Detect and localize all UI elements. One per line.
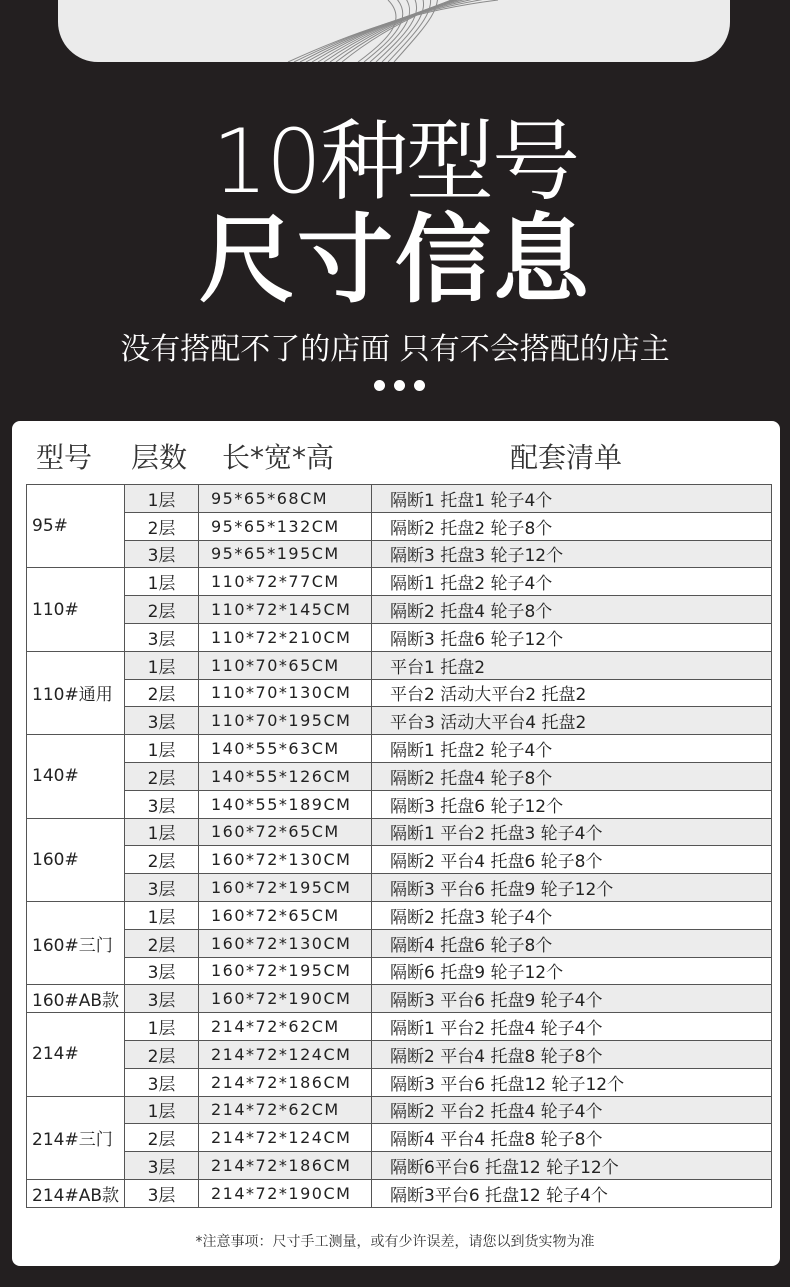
table-row: [27, 957, 772, 985]
table-row: [27, 651, 772, 679]
dot-icon: [414, 380, 425, 391]
tagline: 没有搭配不了的店面 只有不会搭配的店主: [120, 332, 670, 367]
table-row: [27, 846, 772, 874]
list-cell: 隔断2 托盘4 轮子8个: [372, 596, 772, 624]
layer-cell: 2层: [125, 929, 199, 957]
model-cell: 110#通用: [27, 651, 125, 734]
list-cell: 隔断1 托盘1 轮子4个: [372, 485, 772, 513]
model-cell: 160#: [27, 818, 125, 901]
list-cell: 平台2 活动大平台2 托盘2: [372, 679, 772, 707]
dims-cell: 214*72*62CM: [199, 1096, 372, 1124]
list-cell: 隔断3 平台6 托盘9 轮子12个: [372, 874, 772, 902]
header-model: 型号: [36, 441, 93, 474]
model-cell: 160#三门: [27, 901, 125, 984]
dims-cell: 110*70*65CM: [199, 651, 372, 679]
layer-cell: 3层: [125, 790, 199, 818]
dims-cell: 160*72*130CM: [199, 846, 372, 874]
table-row: [27, 1096, 772, 1124]
table-row: [27, 818, 772, 846]
list-cell: 隔断3 平台6 托盘9 轮子4个: [372, 985, 772, 1013]
list-cell: 隔断2 平台4 托盘8 轮子8个: [372, 1040, 772, 1068]
table-row: [27, 1013, 772, 1041]
dims-cell: 160*72*195CM: [199, 874, 372, 902]
table-row: [27, 512, 772, 540]
dims-cell: 160*72*130CM: [199, 929, 372, 957]
dims-cell: 110*72*145CM: [199, 596, 372, 624]
layer-cell: 3层: [125, 540, 199, 568]
layer-cell: 3层: [125, 623, 199, 651]
table-row: [27, 1152, 772, 1180]
table-row: [27, 735, 772, 763]
model-cell: 140#: [27, 735, 125, 818]
table-row: [27, 707, 772, 735]
table-row: [27, 1068, 772, 1096]
layer-cell: 1层: [125, 818, 199, 846]
list-cell: 隔断3 托盘3 轮子12个: [372, 540, 772, 568]
list-cell: 隔断1 托盘2 轮子4个: [372, 735, 772, 763]
model-cell: 160#AB款: [27, 985, 125, 1013]
dims-cell: 160*72*65CM: [199, 901, 372, 929]
table-row: [27, 985, 772, 1013]
dims-cell: 140*55*126CM: [199, 762, 372, 790]
dot-icon: [394, 380, 405, 391]
dims-cell: 214*72*124CM: [199, 1124, 372, 1152]
layer-cell: 2层: [125, 846, 199, 874]
dot-separator: [370, 380, 430, 394]
model-cell: 214#: [27, 1013, 125, 1096]
layer-cell: 2层: [125, 1124, 199, 1152]
header-list: 配套清单: [510, 441, 623, 474]
table-row: [27, 596, 772, 624]
dims-cell: 95*65*195CM: [199, 540, 372, 568]
layer-cell: 1层: [125, 1013, 199, 1041]
list-cell: 隔断3 托盘6 轮子12个: [372, 623, 772, 651]
list-cell: 隔断2 托盘4 轮子8个: [372, 762, 772, 790]
model-cell: 214#三门: [27, 1096, 125, 1179]
spec-table: [26, 484, 772, 1208]
dims-cell: 214*72*62CM: [199, 1013, 372, 1041]
layer-cell: 3层: [125, 1152, 199, 1180]
list-cell: 隔断2 托盘2 轮子8个: [372, 512, 772, 540]
list-cell: 隔断2 平台2 托盘4 轮子4个: [372, 1096, 772, 1124]
decorative-wave-card: [58, 0, 730, 62]
layer-cell: 2层: [125, 762, 199, 790]
dims-cell: 214*72*186CM: [199, 1068, 372, 1096]
layer-cell: 1层: [125, 568, 199, 596]
layer-cell: 3层: [125, 1068, 199, 1096]
list-cell: 隔断2 托盘3 轮子4个: [372, 901, 772, 929]
layer-cell: 2层: [125, 512, 199, 540]
list-cell: 隔断6平台6 托盘12 轮子12个: [372, 1152, 772, 1180]
table-row: [27, 874, 772, 902]
dims-cell: 140*55*63CM: [199, 735, 372, 763]
footnote: *注意事项：尺寸手工测量，或有少许误差，请您以到货实物为准: [195, 1234, 595, 1250]
spec-table-body: [27, 485, 772, 1208]
layer-cell: 1层: [125, 735, 199, 763]
dims-cell: 110*70*130CM: [199, 679, 372, 707]
layer-cell: 1层: [125, 901, 199, 929]
table-row: [27, 1124, 772, 1152]
dims-cell: 95*65*132CM: [199, 512, 372, 540]
wave-lines-graphic: [58, 0, 730, 62]
dims-cell: 110*72*77CM: [199, 568, 372, 596]
dims-cell: 214*72*124CM: [199, 1040, 372, 1068]
heading-line2: 尺寸信息: [199, 204, 591, 316]
table-row: [27, 1179, 772, 1207]
layer-cell: 1层: [125, 651, 199, 679]
header-dims: 长*宽*高: [222, 441, 335, 474]
layer-cell: 1层: [125, 1096, 199, 1124]
dot-icon: [374, 380, 385, 391]
list-cell: 平台3 活动大平台4 托盘2: [372, 707, 772, 735]
table-row: [27, 540, 772, 568]
dims-cell: 214*72*190CM: [199, 1179, 372, 1207]
dims-cell: 110*72*210CM: [199, 623, 372, 651]
table-row: [27, 679, 772, 707]
dims-cell: 160*72*195CM: [199, 957, 372, 985]
table-row: [27, 929, 772, 957]
table-row: [27, 762, 772, 790]
list-cell: 隔断4 托盘6 轮子8个: [372, 929, 772, 957]
layer-cell: 3层: [125, 1179, 199, 1207]
dims-cell: 140*55*189CM: [199, 790, 372, 818]
list-cell: 隔断1 托盘2 轮子4个: [372, 568, 772, 596]
list-cell: 隔断1 平台2 托盘3 轮子4个: [372, 818, 772, 846]
list-cell: 隔断2 平台4 托盘6 轮子8个: [372, 846, 772, 874]
list-cell: 平台1 托盘2: [372, 651, 772, 679]
layer-cell: 2层: [125, 679, 199, 707]
dims-cell: 110*70*195CM: [199, 707, 372, 735]
layer-cell: 2层: [125, 1040, 199, 1068]
layer-cell: 2层: [125, 596, 199, 624]
header-layers: 层数: [131, 441, 188, 474]
model-cell: 110#: [27, 568, 125, 651]
list-cell: 隔断3 托盘6 轮子12个: [372, 790, 772, 818]
layer-cell: 3层: [125, 707, 199, 735]
heading-line1: 10种型号: [212, 110, 578, 213]
table-row: [27, 901, 772, 929]
layer-cell: 1层: [125, 485, 199, 513]
dims-cell: 160*72*190CM: [199, 985, 372, 1013]
dims-cell: 95*65*68CM: [199, 485, 372, 513]
table-row: [27, 485, 772, 513]
table-row: [27, 790, 772, 818]
list-cell: 隔断4 平台4 托盘8 轮子8个: [372, 1124, 772, 1152]
dims-cell: 214*72*186CM: [199, 1152, 372, 1180]
table-row: [27, 568, 772, 596]
table-row: [27, 1040, 772, 1068]
list-cell: 隔断3 平台6 托盘12 轮子12个: [372, 1068, 772, 1096]
layer-cell: 3层: [125, 957, 199, 985]
model-cell: 95#: [27, 485, 125, 568]
list-cell: 隔断1 平台2 托盘4 轮子4个: [372, 1013, 772, 1041]
layer-cell: 3层: [125, 874, 199, 902]
layer-cell: 3层: [125, 985, 199, 1013]
list-cell: 隔断3平台6 托盘12 轮子4个: [372, 1179, 772, 1207]
dims-cell: 160*72*65CM: [199, 818, 372, 846]
table-row: [27, 623, 772, 651]
list-cell: 隔断6 托盘9 轮子12个: [372, 957, 772, 985]
model-cell: 214#AB款: [27, 1179, 125, 1207]
